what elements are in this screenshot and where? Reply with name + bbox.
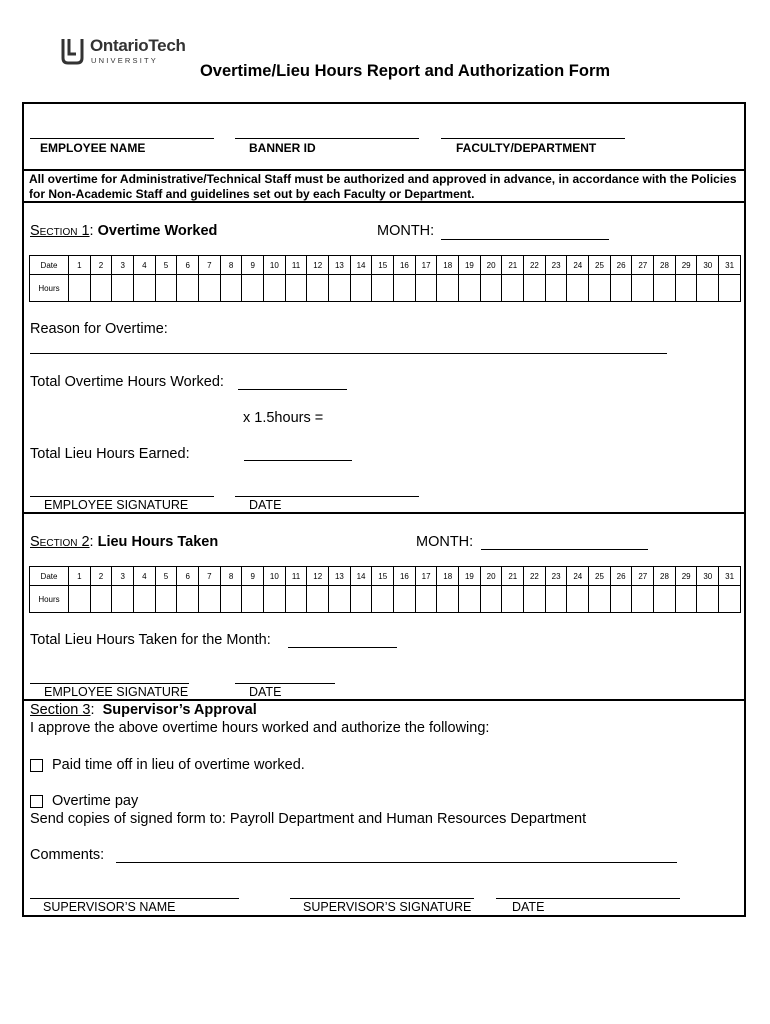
day-number: 1 [69,567,91,586]
hours-cell[interactable] [177,586,199,613]
overtime-pay-label: Overtime pay [52,793,139,809]
day-number: 6 [177,256,199,275]
employee-signature-label: EMPLOYEE SIGNATURE [44,498,189,512]
banner-id-field[interactable] [235,138,419,139]
day-number: 27 [632,567,654,586]
total-overtime-field[interactable] [238,389,347,390]
hours-cell[interactable] [134,586,156,613]
day-number: 20 [480,567,502,586]
section2-month-label: MONTH: [416,534,474,550]
hours-cell[interactable] [112,586,134,613]
hours-cell[interactable] [394,275,416,302]
day-number: 10 [264,567,286,586]
employee-name-label: EMPLOYEE NAME [40,141,146,155]
day-number: 29 [675,256,697,275]
comments-label: Comments: [30,847,105,863]
logo-text: OntarioTech [90,36,186,55]
day-number: 23 [545,256,567,275]
hours-cell[interactable] [372,586,394,613]
hours-cell[interactable] [242,275,264,302]
day-number: 18 [437,256,459,275]
day-number: 15 [372,567,394,586]
day-number: 29 [675,567,697,586]
hours-cell[interactable] [285,275,307,302]
day-number: 2 [90,567,112,586]
supervisor-date-field[interactable] [496,898,680,899]
day-number: 11 [285,567,307,586]
day-number: 4 [134,256,156,275]
day-number: 26 [610,567,632,586]
day-number: 5 [155,567,177,586]
section2-prefix: Section 2 [30,534,90,550]
hours-cell[interactable] [112,275,134,302]
day-number: 22 [524,567,546,586]
signature-date-label: DATE [249,685,282,699]
day-number: 21 [502,567,524,586]
signature-date-field[interactable] [235,683,335,684]
day-number: 14 [350,256,372,275]
hours-cell[interactable] [654,275,676,302]
lieu-taken-label: Total Lieu Hours Taken for the Month: [30,632,271,648]
section3-title: Supervisor’s Approval [102,702,257,718]
day-number: 25 [589,256,611,275]
hours-cell[interactable] [285,586,307,613]
hours-cell[interactable] [459,586,481,613]
hours-cell[interactable] [155,586,177,613]
hours-cell[interactable] [632,275,654,302]
supervisor-signature-field[interactable] [290,898,474,899]
faculty-label: FACULTY/DEPARTMENT [456,141,597,155]
paid-time-checkbox[interactable] [30,759,43,772]
overtime-pay-checkbox[interactable] [30,795,43,808]
section1-title: Overtime Worked [97,223,218,239]
grid-date-label: Date [30,567,69,586]
hours-cell[interactable] [675,275,697,302]
hours-cell[interactable] [90,586,112,613]
day-number: 28 [654,256,676,275]
hours-cell[interactable] [524,275,546,302]
day-number: 3 [112,256,134,275]
hours-cell[interactable] [69,586,91,613]
day-number: 18 [437,567,459,586]
day-number: 11 [285,256,307,275]
hours-cell[interactable] [567,586,589,613]
hours-cell[interactable] [589,586,611,613]
grid-hours-label: Hours [30,275,69,302]
lieu-grid [29,566,741,613]
total-overtime-label: Total Overtime Hours Worked: [30,374,224,390]
hours-cell[interactable] [415,275,437,302]
supervisor-name-field[interactable] [30,898,239,899]
multiplier-label: x 1.5hours = [243,410,324,426]
lieu-taken-field[interactable] [288,647,397,648]
hours-cell[interactable] [264,586,286,613]
day-number: 26 [610,256,632,275]
hours-cell[interactable] [437,275,459,302]
banner-id-label: BANNER ID [249,141,316,155]
day-number: 5 [155,256,177,275]
overtime-grid [29,255,741,302]
hours-cell[interactable] [632,586,654,613]
day-number: 10 [264,256,286,275]
day-number: 6 [177,567,199,586]
day-number: 30 [697,567,719,586]
signature-date-field[interactable] [235,496,419,497]
day-number: 7 [199,256,221,275]
hours-cell[interactable] [697,275,719,302]
day-number: 31 [719,567,741,586]
hours-cell[interactable] [264,275,286,302]
divider [22,169,746,171]
send-copies-text: Send copies of signed form to: Payroll Department and Human Resources Department [30,811,587,827]
section2-month-field[interactable] [481,549,648,550]
section1-month-field[interactable] [441,239,609,240]
paid-time-label: Paid time off in lieu of overtime worked. [52,757,305,773]
hours-cell[interactable] [589,275,611,302]
section1-heading: Section 1: Overtime Worked [30,223,218,239]
hours-cell[interactable] [372,275,394,302]
day-number: 24 [567,567,589,586]
hours-cell[interactable] [480,586,502,613]
day-number: 23 [545,567,567,586]
hours-cell[interactable] [242,586,264,613]
day-number: 28 [654,567,676,586]
hours-cell[interactable] [69,275,91,302]
hours-cell[interactable] [329,586,351,613]
day-number: 3 [112,567,134,586]
hours-cell[interactable] [610,586,632,613]
hours-cell[interactable] [329,275,351,302]
hours-cell[interactable] [437,586,459,613]
day-number: 17 [415,256,437,275]
hours-cell[interactable] [719,586,741,613]
approve-text: I approve the above overtime hours worked and authorize the following: [30,720,490,736]
section1-prefix: Section 1 [30,223,90,239]
day-number: 2 [90,256,112,275]
signature-date-label: DATE [249,498,282,512]
day-number: 17 [415,567,437,586]
employee-signature-field[interactable] [30,683,189,684]
day-number: 14 [350,567,372,586]
day-number: 25 [589,567,611,586]
day-number: 15 [372,256,394,275]
day-number: 9 [242,567,264,586]
hours-cell[interactable] [524,586,546,613]
day-number: 19 [459,256,481,275]
day-number: 12 [307,567,329,586]
hours-cell[interactable] [654,586,676,613]
grid-date-label: Date [30,256,69,275]
logo-subtext: UNIVERSITY [91,56,159,65]
hours-cell[interactable] [394,586,416,613]
day-number: 16 [394,256,416,275]
hours-cell[interactable] [350,586,372,613]
hours-cell[interactable] [415,586,437,613]
hours-cell[interactable] [567,275,589,302]
hours-cell[interactable] [199,586,221,613]
day-number: 7 [199,567,221,586]
hours-cell[interactable] [675,586,697,613]
hours-cell[interactable] [502,586,524,613]
hours-cell[interactable] [155,275,177,302]
hours-cell[interactable] [350,275,372,302]
day-number: 12 [307,256,329,275]
hours-cell[interactable] [134,275,156,302]
day-number: 19 [459,567,481,586]
hours-cell[interactable] [90,275,112,302]
lieu-earned-field[interactable] [244,460,352,461]
supervisor-name-label: SUPERVISOR’S NAME [43,900,176,914]
hours-cell[interactable] [220,275,242,302]
section1-month-label: MONTH: [377,223,435,239]
employee-signature-label: EMPLOYEE SIGNATURE [44,685,189,699]
hours-cell[interactable] [177,275,199,302]
day-number: 1 [69,256,91,275]
day-number: 31 [719,256,741,275]
faculty-field[interactable] [441,138,625,139]
hours-cell[interactable] [545,586,567,613]
section2-title: Lieu Hours Taken [97,534,219,550]
section2-heading: Section 2: Lieu Hours Taken [30,534,219,550]
hours-cell[interactable] [502,275,524,302]
hours-cell[interactable] [307,275,329,302]
day-number: 8 [220,567,242,586]
day-number: 8 [220,256,242,275]
hours-cell[interactable] [307,586,329,613]
day-number: 20 [480,256,502,275]
reason-field[interactable] [30,353,667,354]
hours-cell[interactable] [220,586,242,613]
hours-cell[interactable] [545,275,567,302]
divider [22,699,746,701]
page-title: Overtime/Lieu Hours Report and Authorization Form [199,62,611,80]
employee-signature-field[interactable] [30,496,214,497]
divider [22,201,746,203]
employee-name-field[interactable] [30,138,214,139]
section3-prefix: Section 3 [30,702,91,718]
hours-cell[interactable] [719,275,741,302]
supervisor-signature-label: SUPERVISOR’S SIGNATURE [303,900,472,914]
section3-heading: Section 3: Supervisor’s Approval [30,702,257,718]
reason-label: Reason for Overtime: [30,321,168,337]
day-number: 13 [329,567,351,586]
supervisor-date-label: DATE [512,900,545,914]
divider [22,512,746,514]
day-number: 30 [697,256,719,275]
comments-field[interactable] [116,862,677,863]
hours-cell[interactable] [697,586,719,613]
day-number: 27 [632,256,654,275]
notice-text: All overtime for Administrative/Technical Staff must be authorized and approved in advance, in accordance with the Policies for Non-Academic Staff and guidelines set out by each Faculty or Department. [29,172,737,201]
day-number: 21 [502,256,524,275]
hours-cell[interactable] [610,275,632,302]
grid-hours-label: Hours [30,586,69,613]
hours-cell[interactable] [199,275,221,302]
day-number: 9 [242,256,264,275]
day-number: 16 [394,567,416,586]
day-number: 24 [567,256,589,275]
lieu-earned-label: Total Lieu Hours Earned: [30,446,190,462]
hours-cell[interactable] [459,275,481,302]
hours-cell[interactable] [480,275,502,302]
day-number: 4 [134,567,156,586]
day-number: 22 [524,256,546,275]
day-number: 13 [329,256,351,275]
